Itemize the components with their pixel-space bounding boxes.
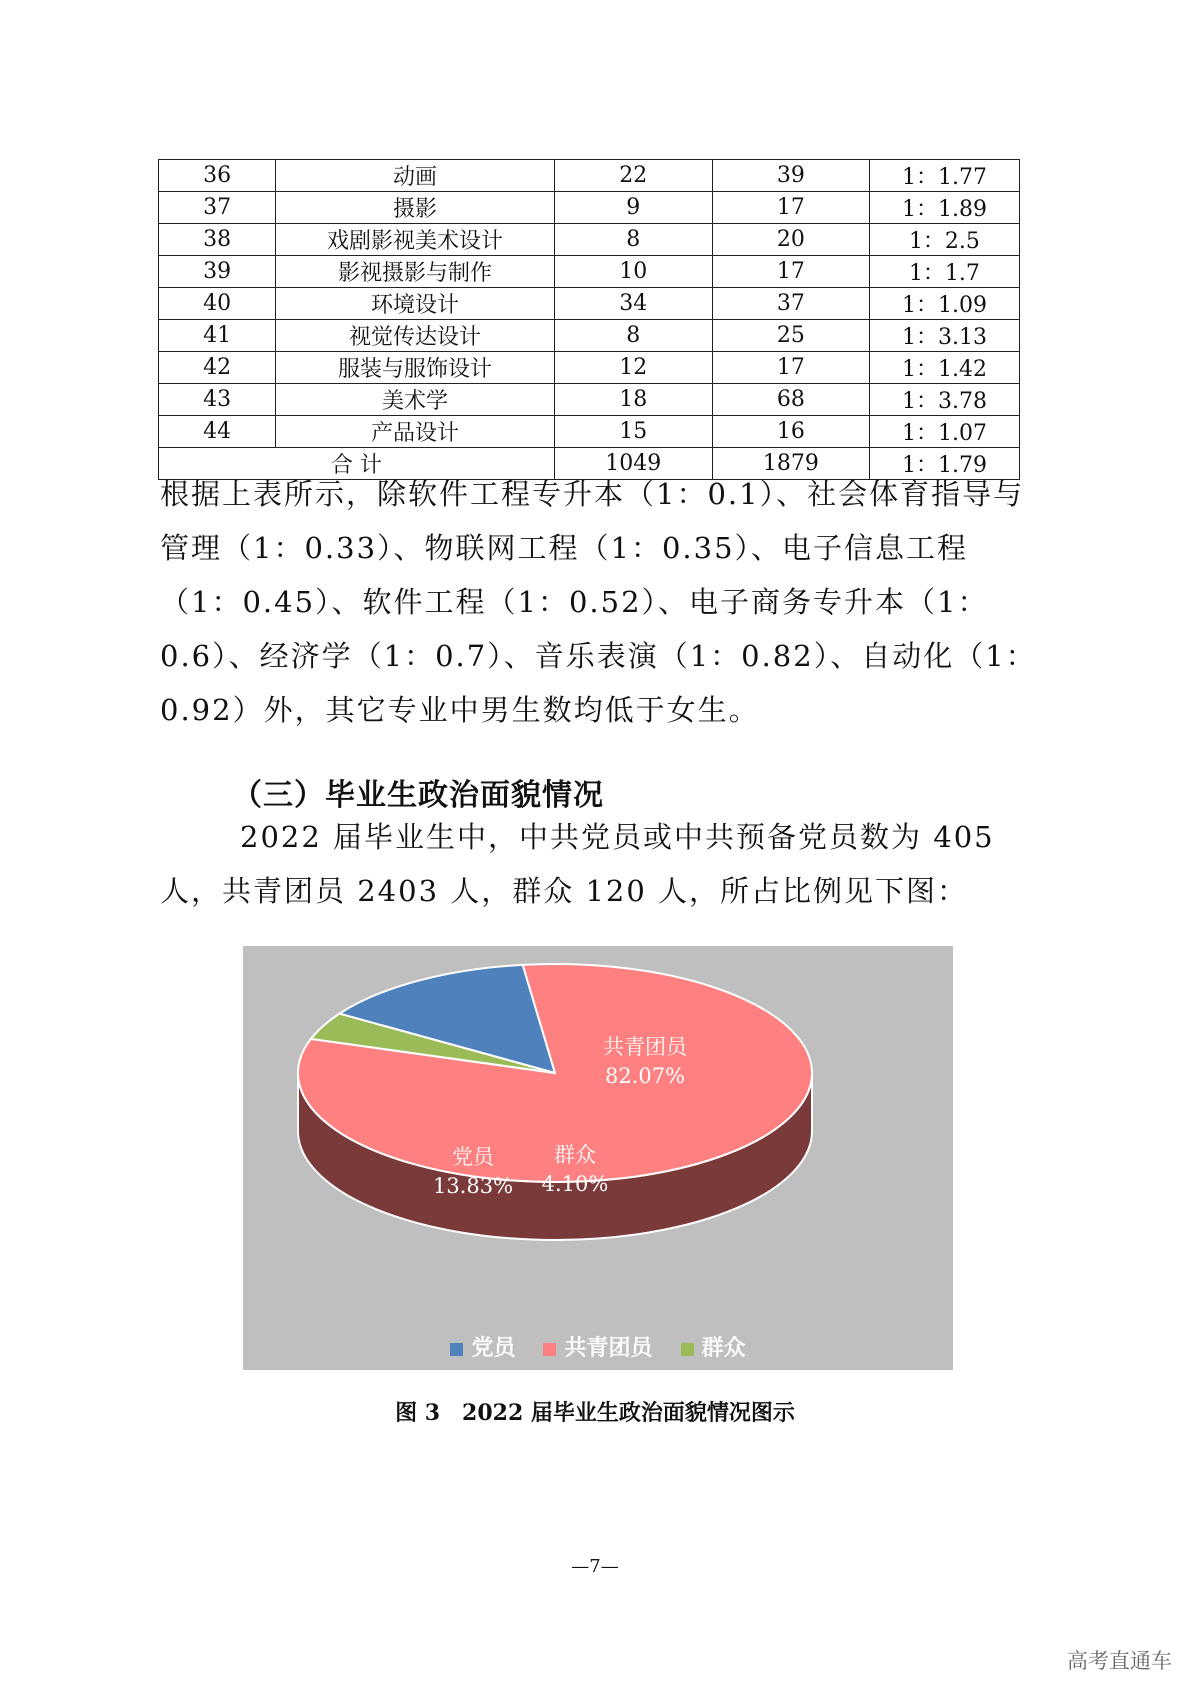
- chart-legend: [243, 1331, 953, 1362]
- pie-chart-svg: [243, 946, 953, 1370]
- gender-ratio: 1：1.07: [869, 416, 1019, 448]
- row-number: 44: [159, 416, 276, 448]
- female-count: 20: [712, 224, 869, 256]
- slice-name-label: 群众: [554, 1143, 596, 1167]
- table-row: [159, 288, 1020, 320]
- major-name: 戏剧影视美术设计: [276, 224, 555, 256]
- page-number: —7—: [571, 1556, 619, 1577]
- female-count: 17: [712, 192, 869, 224]
- legend-swatch: [681, 1343, 694, 1356]
- total-male: 1049: [554, 448, 712, 480]
- female-count: 39: [712, 160, 869, 192]
- male-count: 8: [554, 320, 712, 352]
- male-count: 8: [554, 224, 712, 256]
- female-count: 17: [712, 256, 869, 288]
- male-count: 12: [554, 352, 712, 384]
- legend-item: [450, 1331, 515, 1362]
- analysis-paragraph: 根据上表所示，除软件工程专升本（1：0.1）、社会体育指导与管理（1：0.33）、物联网工程（1：0.35）、电子信息工程（1：0.45）、软件工程（1：0.52）、电子商务专升本（1：0.6）、经济学（1：0.7）、音乐表演（1：0.82）、自动化（1：0.92）外，其它专业中男生数均低于女生。: [160, 477, 1037, 727]
- total-ratio: 1：1.79: [869, 448, 1019, 480]
- watermark: 高考直通车: [1067, 1649, 1172, 1673]
- table-row: [159, 352, 1020, 384]
- table-row: [159, 416, 1020, 448]
- slice-percent-label: 82.07%: [604, 1064, 686, 1088]
- row-number: 43: [159, 384, 276, 416]
- male-count: 15: [554, 416, 712, 448]
- major-name: 动画: [276, 160, 555, 192]
- legend-swatch: [543, 1343, 556, 1356]
- row-number: 40: [159, 288, 276, 320]
- gender-ratio: 1：1.89: [869, 192, 1019, 224]
- table-row: [159, 160, 1020, 192]
- table-row: [159, 224, 1020, 256]
- major-name: 服装与服饰设计: [276, 352, 555, 384]
- major-name: 摄影: [276, 192, 555, 224]
- row-number: 38: [159, 224, 276, 256]
- major-name: 环境设计: [276, 288, 555, 320]
- legend-label: 党员: [471, 1336, 516, 1361]
- male-count: 10: [554, 256, 712, 288]
- slice-name-label: 党员: [452, 1145, 494, 1169]
- gender-ratio: 1：2.5: [869, 224, 1019, 256]
- female-count: 17: [712, 352, 869, 384]
- slice-name-label: 共青团员: [603, 1035, 687, 1059]
- slice-percent-label: 4.10%: [541, 1172, 609, 1196]
- gender-ratio: 1：3.13: [869, 320, 1019, 352]
- slice-percent-label: 13.83%: [432, 1174, 514, 1198]
- total-label: 合 计: [159, 448, 555, 480]
- legend-label: 共青团员: [564, 1336, 653, 1361]
- major-name: 视觉传达设计: [276, 320, 555, 352]
- row-number: 36: [159, 160, 276, 192]
- row-number: 42: [159, 352, 276, 384]
- female-count: 68: [712, 384, 869, 416]
- gender-ratio: 1：1.77: [869, 160, 1019, 192]
- table-row: [159, 320, 1020, 352]
- legend-label: 群众: [701, 1336, 746, 1361]
- gender-ratio: 1：3.78: [869, 384, 1019, 416]
- political-status-pie-chart: [243, 946, 953, 1370]
- gender-ratio: 1：1.09: [869, 288, 1019, 320]
- political-status-paragraph: 2022 届毕业生中，中共党员或中共预备党员数为 405 人，共青团员 2403 人，群众 120 人，所占比例见下图：: [160, 820, 995, 908]
- row-number: 37: [159, 192, 276, 224]
- table-row: [159, 384, 1020, 416]
- table-row: [159, 256, 1020, 288]
- figure-caption: 图 3 2022 届毕业生政治面貌情况图示: [395, 1400, 795, 1426]
- legend-item: [681, 1331, 746, 1362]
- male-count: 22: [554, 160, 712, 192]
- row-number: 41: [159, 320, 276, 352]
- female-count: 25: [712, 320, 869, 352]
- female-count: 37: [712, 288, 869, 320]
- legend-item: [543, 1331, 652, 1362]
- male-count: 18: [554, 384, 712, 416]
- major-name: 美术学: [276, 384, 555, 416]
- major-name: 影视摄影与制作: [276, 256, 555, 288]
- male-count: 34: [554, 288, 712, 320]
- gender-ratio: 1：1.7: [869, 256, 1019, 288]
- table-row: [159, 192, 1020, 224]
- major-name: 产品设计: [276, 416, 555, 448]
- gender-ratio: 1：1.42: [869, 352, 1019, 384]
- legend-swatch: [450, 1343, 463, 1356]
- female-count: 16: [712, 416, 869, 448]
- section-heading: （三）毕业生政治面貌情况: [232, 778, 604, 813]
- major-gender-ratio-table: [158, 159, 1020, 480]
- male-count: 9: [554, 192, 712, 224]
- row-number: 39: [159, 256, 276, 288]
- total-female: 1879: [712, 448, 869, 480]
